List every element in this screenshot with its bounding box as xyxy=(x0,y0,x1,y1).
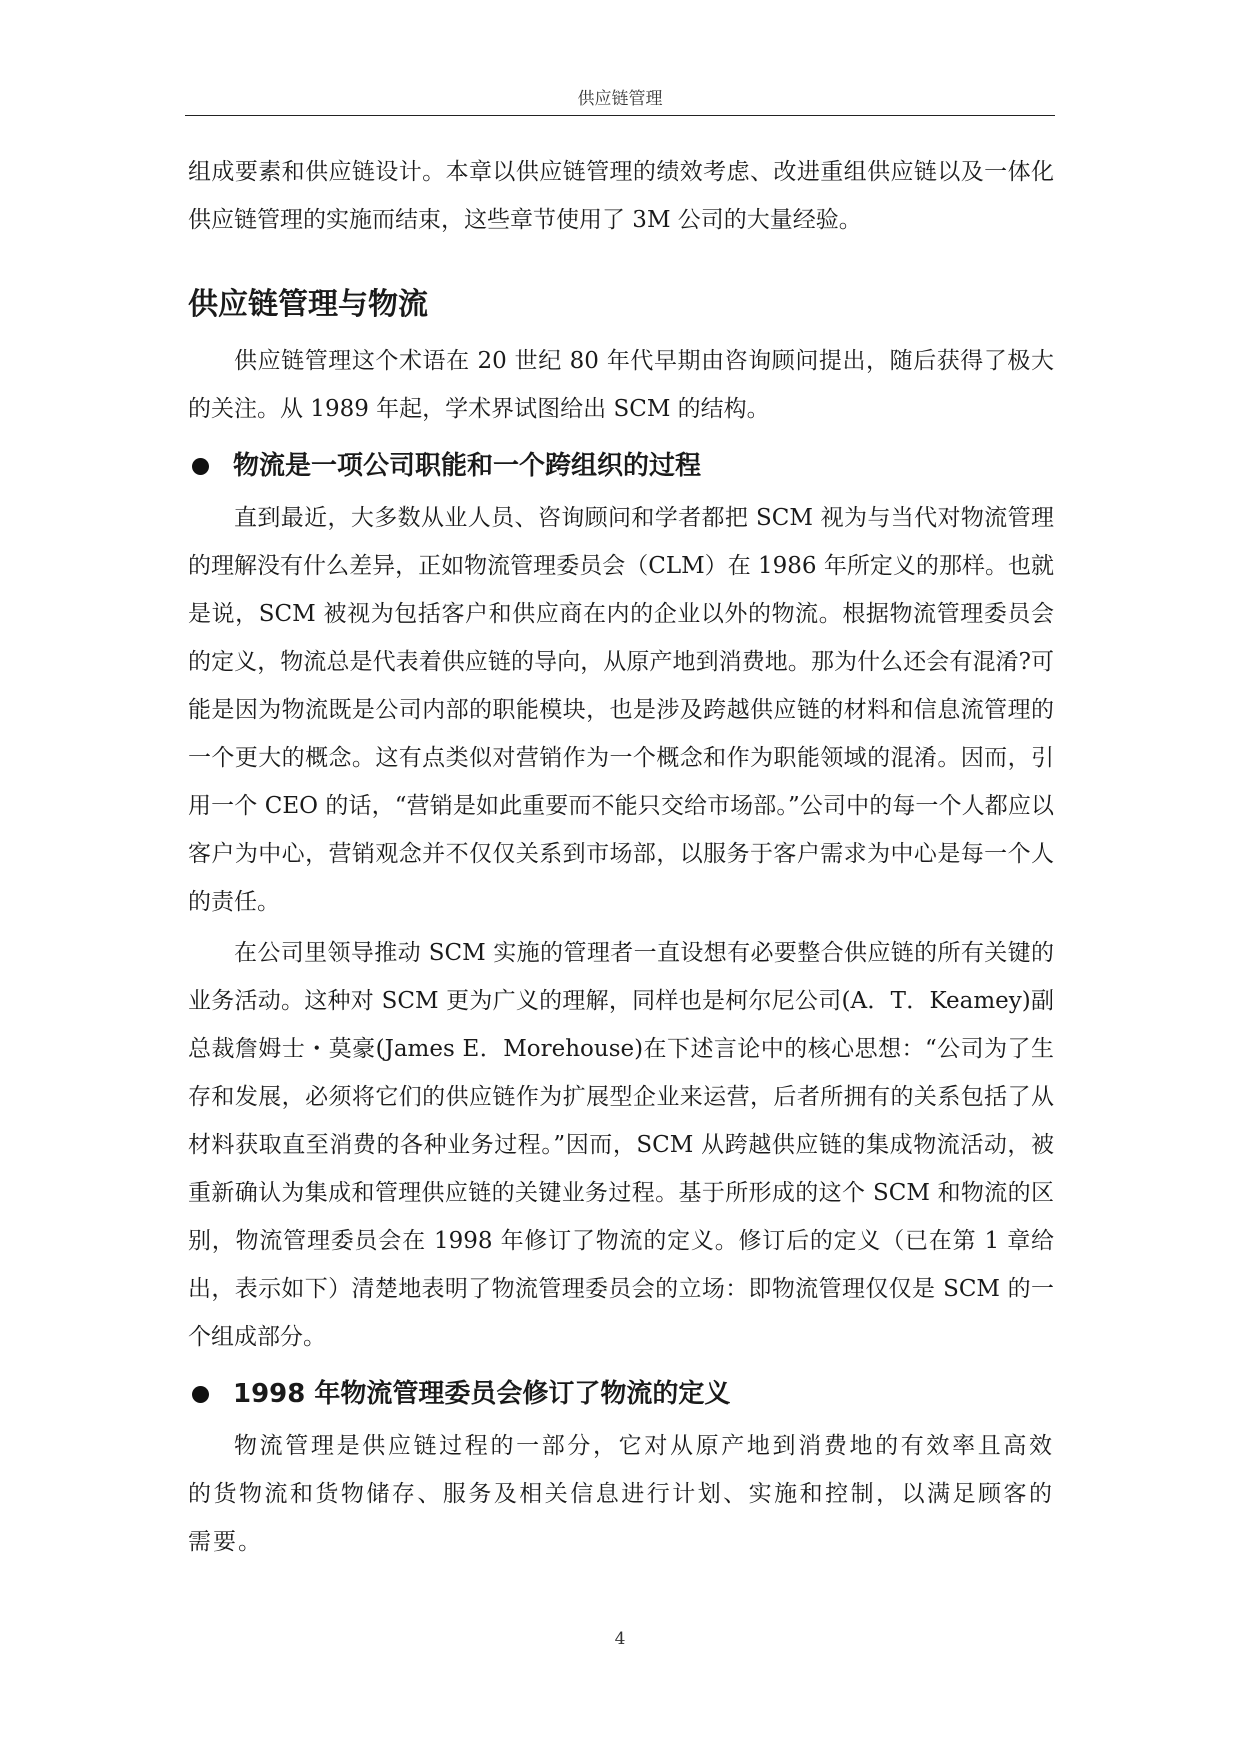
section-intro-paragraph: 供应链管理这个术语在 20 世纪 80 年代早期由咨询顾问提出，随后获得了极大的关注。从 1989 年起，学术界试图给出 SCM 的结构。 xyxy=(188,348,1054,422)
definition-1998-paragraph: 物流管理是供应链过程的一部分，它对从原产地到消费地的有效率且高效的货物流和货物储存、服务及相关信息进行计划、实施和控制，以满足顾客的需要。 xyxy=(188,1433,1054,1555)
page-number: 4 xyxy=(614,1629,626,1649)
header-rule xyxy=(185,115,1055,116)
bullet-heading-1998-definition xyxy=(188,1370,1054,1418)
page-body xyxy=(188,148,1054,1566)
running-header: 供应链管理 xyxy=(577,89,663,109)
bullet-icon xyxy=(192,1386,209,1403)
bullet-heading-text: 1998 年物流管理委员会修订了物流的定义 xyxy=(233,1379,731,1409)
logistics-paragraph-2: 在公司里领导推动 SCM 实施的管理者一直设想有必要整合供应链的所有关键的业务活动。这种对 SCM 更为广义的理解，同样也是柯尔尼公司(A．T．Keamey)副总裁詹姆士・莫豪(James E．Morehouse)在下述言论中的核心思想：“公司为了生存和发展，必须将它们的供应链作为扩展型企业来运营，后者所拥有的关系包括了从材料获取直至消费的各种业务过程。”因而，SCM 从跨越供应链的集成物流活动，被重新确认为集成和管理供应链的关键业务过程。基于所形成的这个 SCM 和物流的区别，物流管理委员会在 1998 年修订了物流的定义。修订后的定义（已在第 1 章给出，表示如下）清楚地表明了物流管理委员会的立场：即物流管理仅仅是 SCM 的一个组成部分。 xyxy=(188,940,1054,1350)
bullet-heading-logistics-function xyxy=(188,442,1054,490)
intro-continuation-paragraph: 组成要素和供应链设计。本章以供应链管理的绩效考虑、改进重组供应链以及一体化供应链管理的实施而结束，这些章节使用了 3M 公司的大量经验。 xyxy=(188,159,1054,233)
bullet-icon xyxy=(192,458,209,475)
section-title: 供应链管理与物流 xyxy=(188,287,428,322)
bullet-heading-text: 物流是一项公司职能和一个跨组织的过程 xyxy=(233,451,702,481)
logistics-paragraph-1: 直到最近，大多数从业人员、咨询顾问和学者都把 SCM 视为与当代对物流管理的理解没有什么差异，正如物流管理委员会（CLM）在 1986 年所定义的那样。也就是说，SCM 被视为包括客户和供应商在内的企业以外的物流。根据物流管理委员会的定义，物流总是代表着供应链的导向，从原产地到消费地。那为什么还会有混淆?可能是因为物流既是公司内部的职能模块，也是涉及跨越供应链的材料和信息流管理的一个更大的概念。这有点类似对营销作为一个概念和作为职能领域的混淆。因而，引用一个 CEO 的话，“营销是如此重要而不能只交给市场部。”公司中的每一个人都应以客户为中心，营销观念并不仅仅关系到市场部，以服务于客户需求为中心是每一个人的责任。 xyxy=(188,505,1054,915)
